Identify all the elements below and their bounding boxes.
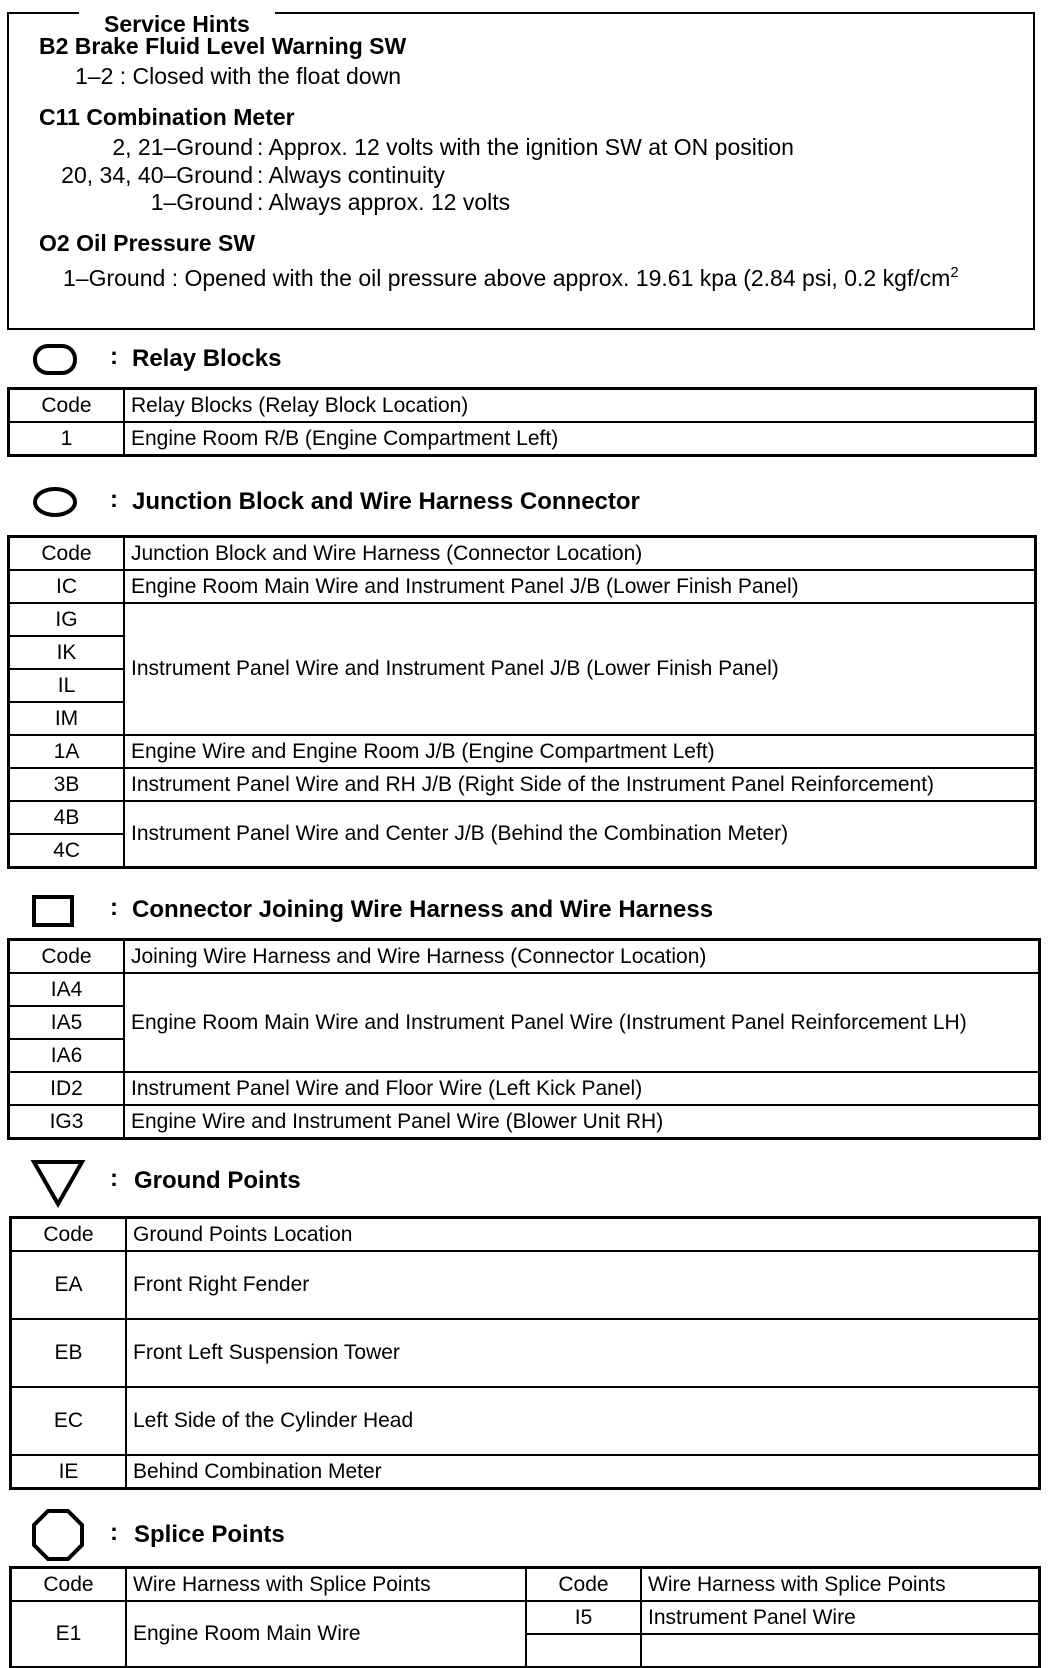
relay-section-title: Relay Blocks (132, 345, 282, 372)
column-header-desc: Joining Wire Harness and Wire Harness (Connector Location) (124, 940, 1039, 973)
column-header-desc: Junction Block and Wire Harness (Connector Location) (124, 537, 1035, 570)
table-row (11, 1319, 1039, 1387)
b2-heading: B2 Brake Fluid Level Warning SW (39, 33, 407, 59)
desc-cell: Instrument Panel Wire (641, 1601, 1039, 1634)
c11-heading: C11 Combination Meter (39, 104, 295, 130)
code-cell: IG (9, 603, 124, 636)
column-header-code: Code (9, 389, 124, 422)
code-cell: IA6 (9, 1039, 124, 1072)
table-row (11, 1387, 1039, 1455)
service-hints-box (7, 12, 1035, 330)
table-row (9, 1105, 1039, 1138)
o2-hint-text: 1–Ground : Opened with the oil pressure above approx. 19.61 kpa (2.84 psi, 0.2 kgf/cm (63, 265, 951, 291)
desc-cell (641, 1634, 1039, 1667)
triangle-down-icon (30, 1158, 86, 1208)
relay-table (8, 388, 1036, 456)
o2-hint-superscript: 2 (950, 264, 959, 281)
connector-table (8, 939, 1040, 1139)
desc-cell: Engine Room Main Wire (126, 1601, 526, 1667)
c11-hint-left: 2, 21–Ground (112, 134, 253, 160)
junction-colon: : (110, 486, 118, 513)
c11-hint-left: 20, 34, 40–Ground (61, 162, 253, 188)
column-header-code: Code (11, 1218, 126, 1251)
table-row (11, 1601, 1039, 1634)
desc-cell: Engine Wire and Engine Room J/B (Engine Compartment Left) (124, 735, 1035, 768)
code-cell (526, 1634, 641, 1667)
table-row (9, 422, 1035, 455)
code-cell: IC (9, 570, 124, 603)
junction-section-title: Junction Block and Wire Harness Connector (132, 488, 640, 515)
code-cell: IG3 (9, 1105, 124, 1138)
table-header-row (11, 1218, 1039, 1251)
table-row (11, 1455, 1039, 1488)
desc-cell: Front Right Fender (126, 1251, 1039, 1319)
desc-cell: Instrument Panel Wire and Center J/B (Behind the Combination Meter) (124, 801, 1035, 867)
code-cell: E1 (11, 1601, 126, 1667)
code-cell: 4C (9, 834, 124, 867)
table-row (9, 1072, 1039, 1105)
table-row (11, 1251, 1039, 1319)
code-cell: 1 (9, 422, 124, 455)
ground-table (10, 1217, 1040, 1489)
c11-hint-left: 1–Ground (150, 189, 253, 215)
square-icon (30, 893, 80, 929)
code-cell: IA4 (9, 973, 124, 1006)
code-cell: 4B (9, 801, 124, 834)
desc-cell: Engine Room Main Wire and Instrument Panel J/B (Lower Finish Panel) (124, 570, 1035, 603)
code-cell: IM (9, 702, 124, 735)
relay-colon: : (110, 343, 118, 370)
desc-cell: Front Left Suspension Tower (126, 1319, 1039, 1387)
column-header-code: Code (526, 1568, 641, 1601)
column-header-desc: Ground Points Location (126, 1218, 1039, 1251)
table-row (9, 570, 1035, 603)
b2-hint-line: 1–2 : Closed with the float down (75, 63, 402, 89)
table-row (9, 801, 1035, 834)
connector-section-title: Connector Joining Wire Harness and Wire Harness (132, 896, 714, 923)
table-header-row (9, 537, 1035, 570)
service-hints-title: Service Hints (79, 12, 275, 36)
table-row (9, 603, 1035, 636)
ground-colon: : (110, 1165, 118, 1192)
code-cell: 1A (9, 735, 124, 768)
code-cell: IL (9, 669, 124, 702)
desc-cell: Instrument Panel Wire and Instrument Panel J/B (Lower Finish Panel) (124, 603, 1035, 735)
c11-hint-right: : Always continuity (257, 162, 445, 188)
desc-cell: Behind Combination Meter (126, 1455, 1039, 1488)
column-header-code: Code (9, 537, 124, 570)
splice-table (10, 1567, 1040, 1668)
rounded-oval-icon (30, 342, 80, 378)
table-row (9, 735, 1035, 768)
column-header-desc: Relay Blocks (Relay Block Location) (124, 389, 1035, 422)
code-cell: EA (11, 1251, 126, 1319)
table-row (9, 973, 1039, 1006)
code-cell: IK (9, 636, 124, 669)
column-header-desc: Wire Harness with Splice Points (641, 1568, 1039, 1601)
splice-colon: : (110, 1519, 118, 1546)
table-row (9, 768, 1035, 801)
code-cell: ID2 (9, 1072, 124, 1105)
oval-icon (30, 485, 80, 521)
table-header-row (9, 940, 1039, 973)
code-cell: EC (11, 1387, 126, 1455)
desc-cell: Engine Room R/B (Engine Compartment Left) (124, 422, 1035, 455)
connector-colon: : (110, 894, 118, 921)
table-header-row (9, 389, 1035, 422)
ground-section-title: Ground Points (134, 1167, 301, 1194)
code-cell: IA5 (9, 1006, 124, 1039)
o2-heading: O2 Oil Pressure SW (39, 230, 256, 256)
code-cell: I5 (526, 1601, 641, 1634)
c11-hint-right: : Approx. 12 volts with the ignition SW at ON position (257, 134, 794, 160)
table-header-row (11, 1568, 1039, 1601)
code-cell: EB (11, 1319, 126, 1387)
desc-cell: Engine Room Main Wire and Instrument Panel Wire (Instrument Panel Reinforcement LH) (124, 973, 1039, 1072)
column-header-code: Code (11, 1568, 126, 1601)
column-header-code: Code (9, 940, 124, 973)
code-cell: IE (11, 1455, 126, 1488)
desc-cell: Instrument Panel Wire and RH J/B (Right Side of the Instrument Panel Reinforcement) (124, 768, 1035, 801)
splice-section-title: Splice Points (134, 1521, 285, 1548)
junction-table (8, 536, 1036, 868)
c11-hint-right: : Always approx. 12 volts (257, 189, 511, 215)
o2-hint-line (63, 259, 959, 292)
desc-cell: Left Side of the Cylinder Head (126, 1387, 1039, 1455)
desc-cell: Instrument Panel Wire and Floor Wire (Left Kick Panel) (124, 1072, 1039, 1105)
code-cell: 3B (9, 768, 124, 801)
desc-cell: Engine Wire and Instrument Panel Wire (Blower Unit RH) (124, 1105, 1039, 1138)
octagon-icon (30, 1508, 86, 1564)
column-header-desc: Wire Harness with Splice Points (126, 1568, 526, 1601)
